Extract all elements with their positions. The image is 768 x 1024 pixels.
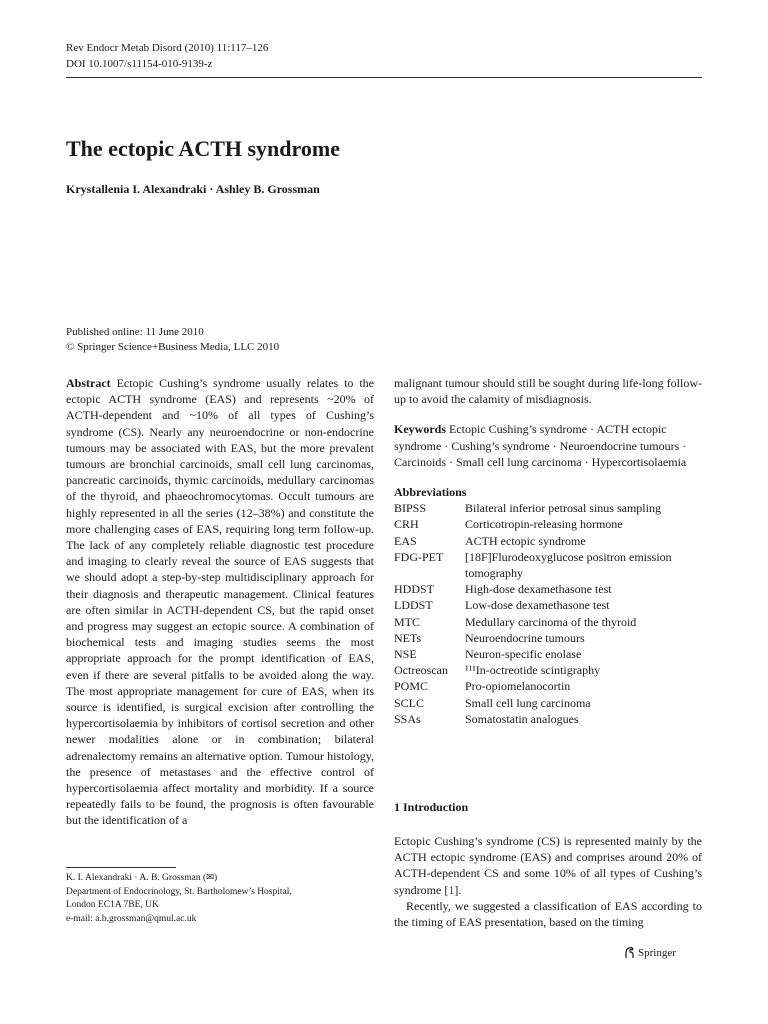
abbreviation-term: MTC [394, 614, 421, 629]
abbreviation-term: SCLC [394, 695, 425, 710]
abbreviation-row [394, 614, 702, 630]
abbreviation-term: BIPSS [394, 501, 427, 516]
introduction-paragraph-1 [394, 833, 702, 898]
intro-text: ]. [454, 882, 462, 897]
abbreviation-term: POMC [394, 679, 429, 694]
abbreviation-definition: Somatostatin analogues [465, 711, 579, 726]
keywords-text: Ectopic Cushing’s syndrome · ACTH ectopic syndrome · Cushing’s syndrome · Neuroendocrine tumours · Carcinoids · Small cell lung carcinoma · Hypercortisolaemia [394, 422, 687, 469]
journal-header [66, 40, 268, 72]
publication-info [66, 325, 279, 355]
abbreviation-row [394, 500, 702, 516]
abbreviation-definition: ¹¹¹In-octreotide scintigraphy [465, 663, 601, 678]
abstract-continuation: malignant tumour should still be sought during life-long follow-up to avoid the calamity of misdiagnosis. [394, 376, 702, 407]
footnote-department: Department of Endocrinology, St. Bartholomew’s Hospital, [66, 886, 292, 897]
intro-text: Ectopic Cushing’s syndrome (CS) is represented mainly by the ACTH ectopic syndrome (EAS) and comprises around 20% of ACTH-dependent CS and some 10% of all types of Cushing’s syndrome [ [394, 834, 702, 897]
journal-citation: Rev Endocr Metab Disord (2010) 11:117–126 [66, 42, 269, 54]
introduction-body [394, 833, 702, 930]
abbreviation-row [394, 646, 702, 662]
abbreviation-definition: Bilateral inferior petrosal sinus sampling [465, 501, 661, 516]
abbreviation-row [394, 678, 702, 694]
abbreviation-row [394, 516, 702, 532]
abbreviation-row [394, 695, 702, 711]
abbreviation-definition: Small cell lung carcinoma [465, 695, 591, 710]
abbreviation-term: NETs [394, 630, 422, 645]
abbreviation-definition: Low-dose dexamethasone test [465, 598, 610, 613]
abbreviation-definition: Neuron-specific enolase [465, 647, 582, 662]
author-affiliation-footnote [66, 872, 374, 926]
abbreviation-row [394, 711, 702, 727]
keywords [394, 421, 702, 470]
abbreviation-term: NSE [394, 647, 417, 662]
abbreviation-term: HDDST [394, 582, 435, 597]
introduction-paragraph-2: Recently, we suggested a classification of EAS according to the timing of EAS presentation, based on the timing [394, 898, 702, 930]
header-rule [66, 77, 702, 78]
abbreviation-row [394, 662, 702, 678]
abbreviation-definition: Pro-opiomelanocortin [465, 679, 571, 694]
right-column [394, 375, 702, 727]
article-title: The ectopic ACTH syndrome [66, 136, 340, 161]
published-online: Published online: 11 June 2010 [66, 326, 204, 338]
abbreviation-definition: High-dose dexamethasone test [465, 582, 612, 597]
abbreviation-definition: ACTH ectopic syndrome [465, 533, 586, 548]
footnote-authors: K. I. Alexandraki · A. B. Grossman (✉) [66, 873, 218, 883]
abbreviation-term: LDDST [394, 598, 433, 613]
springer-logo-text: Springer [638, 946, 676, 959]
abbreviation-row [394, 533, 702, 549]
springer-horse-icon [624, 946, 635, 959]
abbreviation-definition: [18F]Flurodeoxyglucose positron emission tomography [465, 549, 672, 581]
abbreviation-term: Octreoscan [394, 663, 448, 678]
abbreviation-term: EAS [394, 533, 417, 548]
footnote-city: London EC1A 7BE, UK [66, 900, 159, 910]
footnote-rule [66, 867, 176, 868]
section-heading-introduction: 1 Introduction [394, 800, 469, 814]
keywords-label: Keywords [394, 422, 446, 437]
abbreviation-definition: Medullary carcinoma of the thyroid [465, 614, 637, 629]
abbreviation-term: CRH [394, 517, 419, 532]
footnote-email[interactable]: e-mail: a.b.grossman@qmul.ac.uk [66, 913, 197, 924]
springer-logo [624, 946, 676, 959]
abbreviation-row [394, 549, 702, 581]
citation-link[interactable]: 1 [448, 882, 455, 897]
abstract-text: Ectopic Cushing’s syndrome usually relates to the ectopic ACTH syndrome (EAS) and represents ~20% of ACTH-dependent and ~10% of all types of Cushing’s syndrome (CS). Nearly any neuroendocrine or non-endocrine tumours may be associated with EAS, but the more prevalent tumours are bronchial carcinoids, small cell lung carcinomas, pancreatic carcinoids, thymic carcinoids, medullary carcinomas of the thyroid, and phaeochromocytomas. Occult tumours are highly represented in all the series (12–38%) and constitute the more challenging cases of EAS, requiring long term follow-up. The lack of any completely reliable diagnostic test procedure and imaging to clearly reveal the source of EAS suggests that we should adopt a step-by-step multidisciplinary approach for their diagnosis and therapeutic management. Clinical features are often similar in ACTH-dependent CS, but the rapid onset and progress may suggest an ectopic source. A combination of biochemical tests and imaging studies seems the most appropriate approach for the prompt identification of EAS, even if there are several pitfalls to be avoided along the way. The most appropriate management for cure of EAS, when its source is identified, is surgical excision after controlling the hypercortisolaemia by inhibitors of cortisol secretion and other newer modalities alone or in combination; bilateral adrenalectomy remains an alternative option. Tumour histology, the presence of metastases and the effective control of hypercortisolaemia affect mortality and morbidity. If a source repeatedly fails to be found, the prognosis is often favourable but the identification of a [66, 376, 375, 828]
abbreviations-label: Abbreviations [394, 485, 467, 500]
abstract [66, 375, 374, 829]
doi[interactable]: DOI 10.1007/s11154-010-9139-z [66, 58, 213, 70]
abbreviation-definition: Corticotropin-releasing hormone [465, 517, 623, 532]
abbreviation-row [394, 597, 702, 613]
abbreviation-row [394, 581, 702, 597]
abbreviation-term: SSAs [394, 711, 421, 726]
abbreviation-definition: Neuroendocrine tumours [465, 630, 585, 645]
copyright-line: © Springer Science+Business Media, LLC 2010 [66, 341, 280, 353]
article-authors: Krystallenia I. Alexandraki · Ashley B. Grossman [66, 182, 320, 196]
abbreviation-row [394, 630, 702, 646]
left-column [66, 375, 374, 829]
abbreviation-term: FDG-PET [394, 549, 444, 564]
abbreviations [394, 484, 702, 727]
abstract-label: Abstract [66, 376, 111, 390]
